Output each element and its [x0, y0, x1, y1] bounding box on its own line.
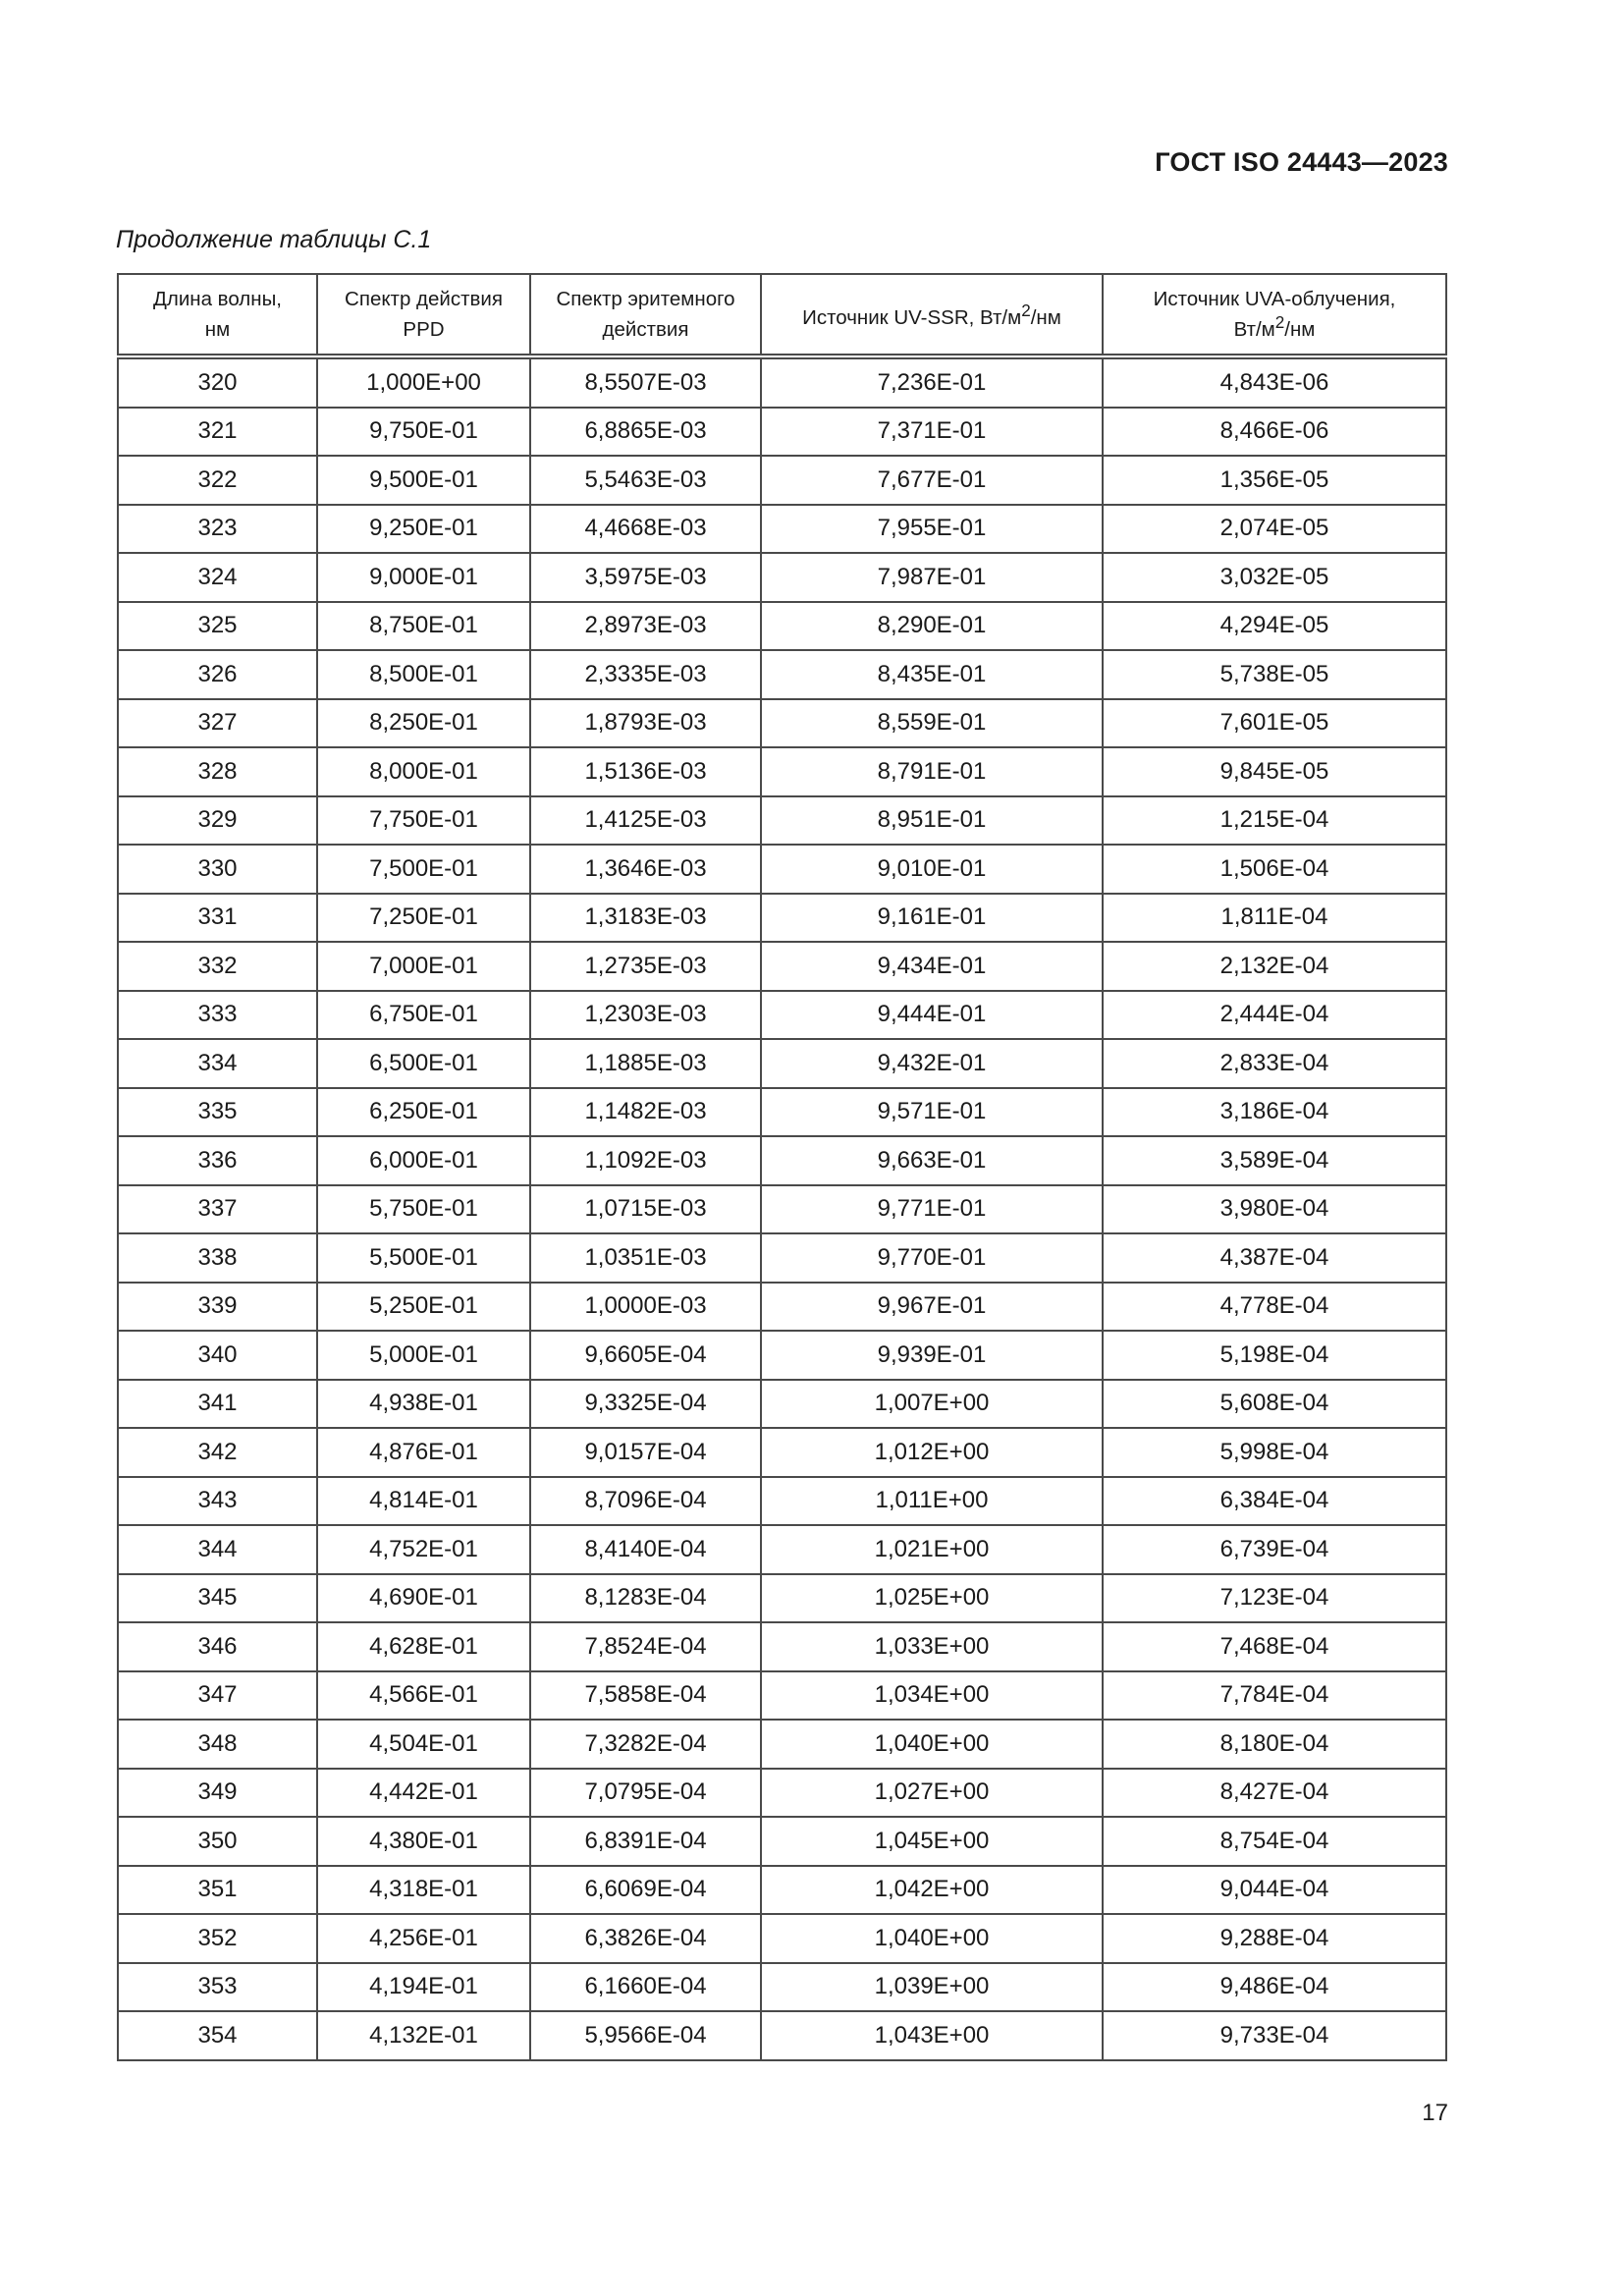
cell-uva: 7,784E-04 [1103, 1671, 1446, 1721]
table-row [118, 456, 1446, 505]
cell-wavelength: 323 [118, 505, 317, 554]
cell-ppd: 6,750E-01 [317, 991, 530, 1040]
table-row [118, 1622, 1446, 1671]
cell-uva: 2,444E-04 [1103, 991, 1446, 1040]
column-header-erythema-spectrum [530, 274, 761, 356]
cell-erythema: 1,1885E-03 [530, 1039, 761, 1088]
column-header-wavelength [118, 274, 317, 356]
cell-erythema: 3,5975E-03 [530, 553, 761, 602]
table-row [118, 1136, 1446, 1185]
column-header-line: Источник UVA-облучения, [1153, 287, 1396, 310]
cell-wavelength: 352 [118, 1914, 317, 1963]
cell-uv-ssr: 8,791E-01 [761, 747, 1103, 796]
cell-erythema: 1,0000E-03 [530, 1283, 761, 1332]
cell-uv-ssr: 8,951E-01 [761, 796, 1103, 846]
cell-uv-ssr: 1,027E+00 [761, 1769, 1103, 1818]
cell-wavelength: 334 [118, 1039, 317, 1088]
cell-erythema: 6,1660E-04 [530, 1963, 761, 2012]
cell-wavelength: 333 [118, 991, 317, 1040]
column-header-text: Источник UV-SSR, Вт/м [802, 305, 1022, 329]
cell-wavelength: 327 [118, 699, 317, 748]
cell-uva: 9,486E-04 [1103, 1963, 1446, 2012]
cell-ppd: 9,250E-01 [317, 505, 530, 554]
table-row [118, 1769, 1446, 1818]
cell-erythema: 1,2735E-03 [530, 942, 761, 991]
cell-uv-ssr: 7,987E-01 [761, 553, 1103, 602]
cell-wavelength: 328 [118, 747, 317, 796]
cell-wavelength: 349 [118, 1769, 317, 1818]
cell-ppd: 7,500E-01 [317, 845, 530, 894]
table-row [118, 1283, 1446, 1332]
cell-wavelength: 332 [118, 942, 317, 991]
cell-ppd: 1,000E+00 [317, 356, 530, 408]
column-header-line [119, 311, 316, 342]
cell-ppd: 6,000E-01 [317, 1136, 530, 1185]
cell-uv-ssr: 1,039E+00 [761, 1963, 1103, 2012]
cell-uv-ssr: 9,432E-01 [761, 1039, 1103, 1088]
cell-erythema: 6,3826E-04 [530, 1914, 761, 1963]
cell-uva: 5,608E-04 [1103, 1380, 1446, 1429]
cell-uv-ssr: 7,236E-01 [761, 356, 1103, 408]
cell-ppd: 4,938E-01 [317, 1380, 530, 1429]
cell-wavelength: 336 [118, 1136, 317, 1185]
cell-uv-ssr: 8,559E-01 [761, 699, 1103, 748]
cell-erythema: 8,5507E-03 [530, 356, 761, 408]
cell-uv-ssr: 9,571E-01 [761, 1088, 1103, 1137]
cell-wavelength: 344 [118, 1525, 317, 1574]
cell-ppd: 4,442E-01 [317, 1769, 530, 1818]
cell-ppd: 4,380E-01 [317, 1817, 530, 1866]
cell-ppd: 4,194E-01 [317, 1963, 530, 2012]
cell-uv-ssr: 9,444E-01 [761, 991, 1103, 1040]
column-header-text: /нм [1030, 305, 1061, 329]
cell-uv-ssr: 9,771E-01 [761, 1185, 1103, 1234]
cell-uva: 2,833E-04 [1103, 1039, 1446, 1088]
cell-uv-ssr: 1,040E+00 [761, 1720, 1103, 1769]
cell-erythema: 8,7096E-04 [530, 1477, 761, 1526]
cell-uv-ssr: 1,040E+00 [761, 1914, 1103, 1963]
cell-erythema: 5,5463E-03 [530, 456, 761, 505]
cell-uv-ssr: 7,955E-01 [761, 505, 1103, 554]
cell-uv-ssr: 9,663E-01 [761, 1136, 1103, 1185]
cell-uv-ssr: 1,033E+00 [761, 1622, 1103, 1671]
cell-ppd: 8,750E-01 [317, 602, 530, 651]
cell-ppd: 4,318E-01 [317, 1866, 530, 1915]
cell-uva: 2,074E-05 [1103, 505, 1446, 554]
cell-uva: 3,589E-04 [1103, 1136, 1446, 1185]
cell-ppd: 5,750E-01 [317, 1185, 530, 1234]
column-header-line [762, 300, 1102, 330]
cell-wavelength: 324 [118, 553, 317, 602]
cell-uva: 2,132E-04 [1103, 942, 1446, 991]
table-row [118, 1963, 1446, 2012]
cell-erythema: 1,0351E-03 [530, 1233, 761, 1283]
cell-ppd: 4,752E-01 [317, 1525, 530, 1574]
cell-erythema: 7,5858E-04 [530, 1671, 761, 1721]
table-row [118, 1233, 1446, 1283]
table-header-row [118, 274, 1446, 356]
table-row [118, 894, 1446, 943]
cell-uva: 4,843E-06 [1103, 356, 1446, 408]
table-row [118, 1331, 1446, 1380]
cell-uv-ssr: 1,021E+00 [761, 1525, 1103, 1574]
table-body [118, 356, 1446, 2060]
table-row [118, 747, 1446, 796]
cell-wavelength: 347 [118, 1671, 317, 1721]
cell-uva: 1,356E-05 [1103, 456, 1446, 505]
table-row [118, 602, 1446, 651]
table-row [118, 505, 1446, 554]
cell-wavelength: 353 [118, 1963, 317, 2012]
cell-wavelength: 337 [118, 1185, 317, 1234]
cell-wavelength: 351 [118, 1866, 317, 1915]
cell-erythema: 1,4125E-03 [530, 796, 761, 846]
cell-wavelength: 338 [118, 1233, 317, 1283]
cell-uv-ssr: 1,011E+00 [761, 1477, 1103, 1526]
cell-erythema: 2,3335E-03 [530, 650, 761, 699]
cell-ppd: 9,750E-01 [317, 408, 530, 457]
cell-uva: 9,845E-05 [1103, 747, 1446, 796]
cell-erythema: 9,6605E-04 [530, 1331, 761, 1380]
column-header-text: действия [602, 317, 689, 341]
cell-erythema: 1,8793E-03 [530, 699, 761, 748]
cell-wavelength: 341 [118, 1380, 317, 1429]
table-row [118, 1914, 1446, 1963]
cell-uv-ssr: 7,371E-01 [761, 408, 1103, 457]
table-row [118, 1671, 1446, 1721]
cell-wavelength: 320 [118, 356, 317, 408]
cell-wavelength: 342 [118, 1428, 317, 1477]
table-row [118, 1720, 1446, 1769]
cell-ppd: 5,000E-01 [317, 1331, 530, 1380]
cell-erythema: 7,8524E-04 [530, 1622, 761, 1671]
cell-uva: 1,215E-04 [1103, 796, 1446, 846]
cell-ppd: 4,504E-01 [317, 1720, 530, 1769]
cell-ppd: 9,000E-01 [317, 553, 530, 602]
cell-ppd: 8,000E-01 [317, 747, 530, 796]
column-header-line: Длина волны, [152, 287, 283, 310]
cell-wavelength: 348 [118, 1720, 317, 1769]
cell-uva: 7,468E-04 [1103, 1622, 1446, 1671]
cell-uva: 6,384E-04 [1103, 1477, 1446, 1526]
column-header-line: Спектр эритемного [556, 287, 735, 310]
column-header-line [1104, 311, 1445, 342]
cell-ppd: 4,566E-01 [317, 1671, 530, 1721]
cell-ppd: 8,500E-01 [317, 650, 530, 699]
table-caption: Продолжение таблицы С.1 [116, 226, 432, 253]
cell-ppd: 7,750E-01 [317, 796, 530, 846]
table-row [118, 356, 1446, 408]
table-row [118, 1574, 1446, 1623]
cell-uva: 7,123E-04 [1103, 1574, 1446, 1623]
cell-wavelength: 331 [118, 894, 317, 943]
cell-erythema: 1,3646E-03 [530, 845, 761, 894]
column-header-text: Вт/м [1233, 317, 1275, 341]
cell-uva: 9,044E-04 [1103, 1866, 1446, 1915]
cell-erythema: 1,3183E-03 [530, 894, 761, 943]
cell-uva: 4,387E-04 [1103, 1233, 1446, 1283]
table-row [118, 942, 1446, 991]
cell-uv-ssr: 1,025E+00 [761, 1574, 1103, 1623]
cell-wavelength: 335 [118, 1088, 317, 1137]
cell-wavelength: 330 [118, 845, 317, 894]
cell-uva: 5,998E-04 [1103, 1428, 1446, 1477]
table-row [118, 1525, 1446, 1574]
cell-uv-ssr: 1,012E+00 [761, 1428, 1103, 1477]
column-header-uva-source [1103, 274, 1446, 356]
column-header-line [318, 311, 529, 342]
cell-wavelength: 346 [118, 1622, 317, 1671]
cell-erythema: 6,8391E-04 [530, 1817, 761, 1866]
cell-uv-ssr: 1,007E+00 [761, 1380, 1103, 1429]
cell-uva: 9,288E-04 [1103, 1914, 1446, 1963]
document-code: ГОСТ ISO 24443—2023 [1155, 147, 1448, 177]
cell-wavelength: 322 [118, 456, 317, 505]
column-header-line [531, 311, 760, 342]
cell-uv-ssr: 1,045E+00 [761, 1817, 1103, 1866]
cell-ppd: 7,250E-01 [317, 894, 530, 943]
cell-erythema: 5,9566E-04 [530, 2011, 761, 2060]
column-header-text: PPD [403, 317, 445, 341]
table-row [118, 991, 1446, 1040]
cell-erythema: 7,3282E-04 [530, 1720, 761, 1769]
cell-uv-ssr: 7,677E-01 [761, 456, 1103, 505]
column-header-sup: 2 [1274, 312, 1285, 332]
column-header-line: Спектр действия [345, 287, 503, 310]
cell-ppd: 7,000E-01 [317, 942, 530, 991]
column-header-ppd-spectrum [317, 274, 530, 356]
cell-wavelength: 339 [118, 1283, 317, 1332]
cell-erythema: 9,0157E-04 [530, 1428, 761, 1477]
cell-wavelength: 340 [118, 1331, 317, 1380]
column-header-uv-ssr-source [761, 274, 1103, 356]
cell-erythema: 1,1482E-03 [530, 1088, 761, 1137]
cell-uva: 1,811E-04 [1103, 894, 1446, 943]
cell-wavelength: 329 [118, 796, 317, 846]
cell-erythema: 8,1283E-04 [530, 1574, 761, 1623]
cell-uva: 8,427E-04 [1103, 1769, 1446, 1818]
table-row [118, 553, 1446, 602]
cell-ppd: 4,814E-01 [317, 1477, 530, 1526]
page-number: 17 [1422, 2100, 1448, 2126]
cell-uv-ssr: 9,939E-01 [761, 1331, 1103, 1380]
cell-wavelength: 325 [118, 602, 317, 651]
cell-ppd: 5,500E-01 [317, 1233, 530, 1283]
cell-ppd: 4,256E-01 [317, 1914, 530, 1963]
cell-wavelength: 345 [118, 1574, 317, 1623]
cell-wavelength: 343 [118, 1477, 317, 1526]
column-header-sup: 2 [1021, 301, 1031, 320]
cell-erythema: 2,8973E-03 [530, 602, 761, 651]
cell-uv-ssr: 9,161E-01 [761, 894, 1103, 943]
cell-erythema: 9,3325E-04 [530, 1380, 761, 1429]
cell-uv-ssr: 9,967E-01 [761, 1283, 1103, 1332]
cell-erythema: 8,4140E-04 [530, 1525, 761, 1574]
cell-ppd: 5,250E-01 [317, 1283, 530, 1332]
cell-erythema: 6,8865E-03 [530, 408, 761, 457]
column-header-text: /нм [1284, 317, 1316, 341]
cell-uva: 7,601E-05 [1103, 699, 1446, 748]
cell-ppd: 6,500E-01 [317, 1039, 530, 1088]
table-row [118, 845, 1446, 894]
cell-uva: 3,186E-04 [1103, 1088, 1446, 1137]
cell-uv-ssr: 9,434E-01 [761, 942, 1103, 991]
cell-wavelength: 354 [118, 2011, 317, 2060]
cell-ppd: 4,876E-01 [317, 1428, 530, 1477]
cell-uva: 1,506E-04 [1103, 845, 1446, 894]
table-row [118, 1380, 1446, 1429]
cell-erythema: 1,5136E-03 [530, 747, 761, 796]
cell-ppd: 4,690E-01 [317, 1574, 530, 1623]
table-row [118, 796, 1446, 846]
cell-uva: 5,198E-04 [1103, 1331, 1446, 1380]
cell-ppd: 6,250E-01 [317, 1088, 530, 1137]
table-row [118, 2011, 1446, 2060]
table-row [118, 1428, 1446, 1477]
cell-uv-ssr: 1,034E+00 [761, 1671, 1103, 1721]
cell-uva: 9,733E-04 [1103, 2011, 1446, 2060]
cell-ppd: 8,250E-01 [317, 699, 530, 748]
cell-wavelength: 321 [118, 408, 317, 457]
table-row [118, 1477, 1446, 1526]
table-row [118, 1185, 1446, 1234]
cell-uv-ssr: 9,770E-01 [761, 1233, 1103, 1283]
cell-erythema: 1,0715E-03 [530, 1185, 761, 1234]
cell-uva: 4,778E-04 [1103, 1283, 1446, 1332]
table-row [118, 408, 1446, 457]
cell-uva: 8,466E-06 [1103, 408, 1446, 457]
cell-uva: 8,180E-04 [1103, 1720, 1446, 1769]
cell-uv-ssr: 9,010E-01 [761, 845, 1103, 894]
cell-wavelength: 326 [118, 650, 317, 699]
cell-uv-ssr: 8,290E-01 [761, 602, 1103, 651]
cell-erythema: 1,2303E-03 [530, 991, 761, 1040]
table-row [118, 1817, 1446, 1866]
cell-uva: 4,294E-05 [1103, 602, 1446, 651]
cell-ppd: 9,500E-01 [317, 456, 530, 505]
cell-uv-ssr: 1,042E+00 [761, 1866, 1103, 1915]
cell-wavelength: 350 [118, 1817, 317, 1866]
cell-uv-ssr: 8,435E-01 [761, 650, 1103, 699]
table-row [118, 1039, 1446, 1088]
cell-uva: 3,980E-04 [1103, 1185, 1446, 1234]
cell-erythema: 4,4668E-03 [530, 505, 761, 554]
cell-erythema: 6,6069E-04 [530, 1866, 761, 1915]
cell-erythema: 1,1092E-03 [530, 1136, 761, 1185]
cell-ppd: 4,628E-01 [317, 1622, 530, 1671]
cell-erythema: 7,0795E-04 [530, 1769, 761, 1818]
cell-uva: 5,738E-05 [1103, 650, 1446, 699]
cell-uv-ssr: 1,043E+00 [761, 2011, 1103, 2060]
cell-uva: 3,032E-05 [1103, 553, 1446, 602]
column-header-text: нм [204, 317, 231, 341]
table-row [118, 699, 1446, 748]
cell-ppd: 4,132E-01 [317, 2011, 530, 2060]
cell-uva: 8,754E-04 [1103, 1817, 1446, 1866]
table-row [118, 650, 1446, 699]
cell-uva: 6,739E-04 [1103, 1525, 1446, 1574]
data-table [117, 273, 1447, 2061]
table-row [118, 1088, 1446, 1137]
table-row [118, 1866, 1446, 1915]
